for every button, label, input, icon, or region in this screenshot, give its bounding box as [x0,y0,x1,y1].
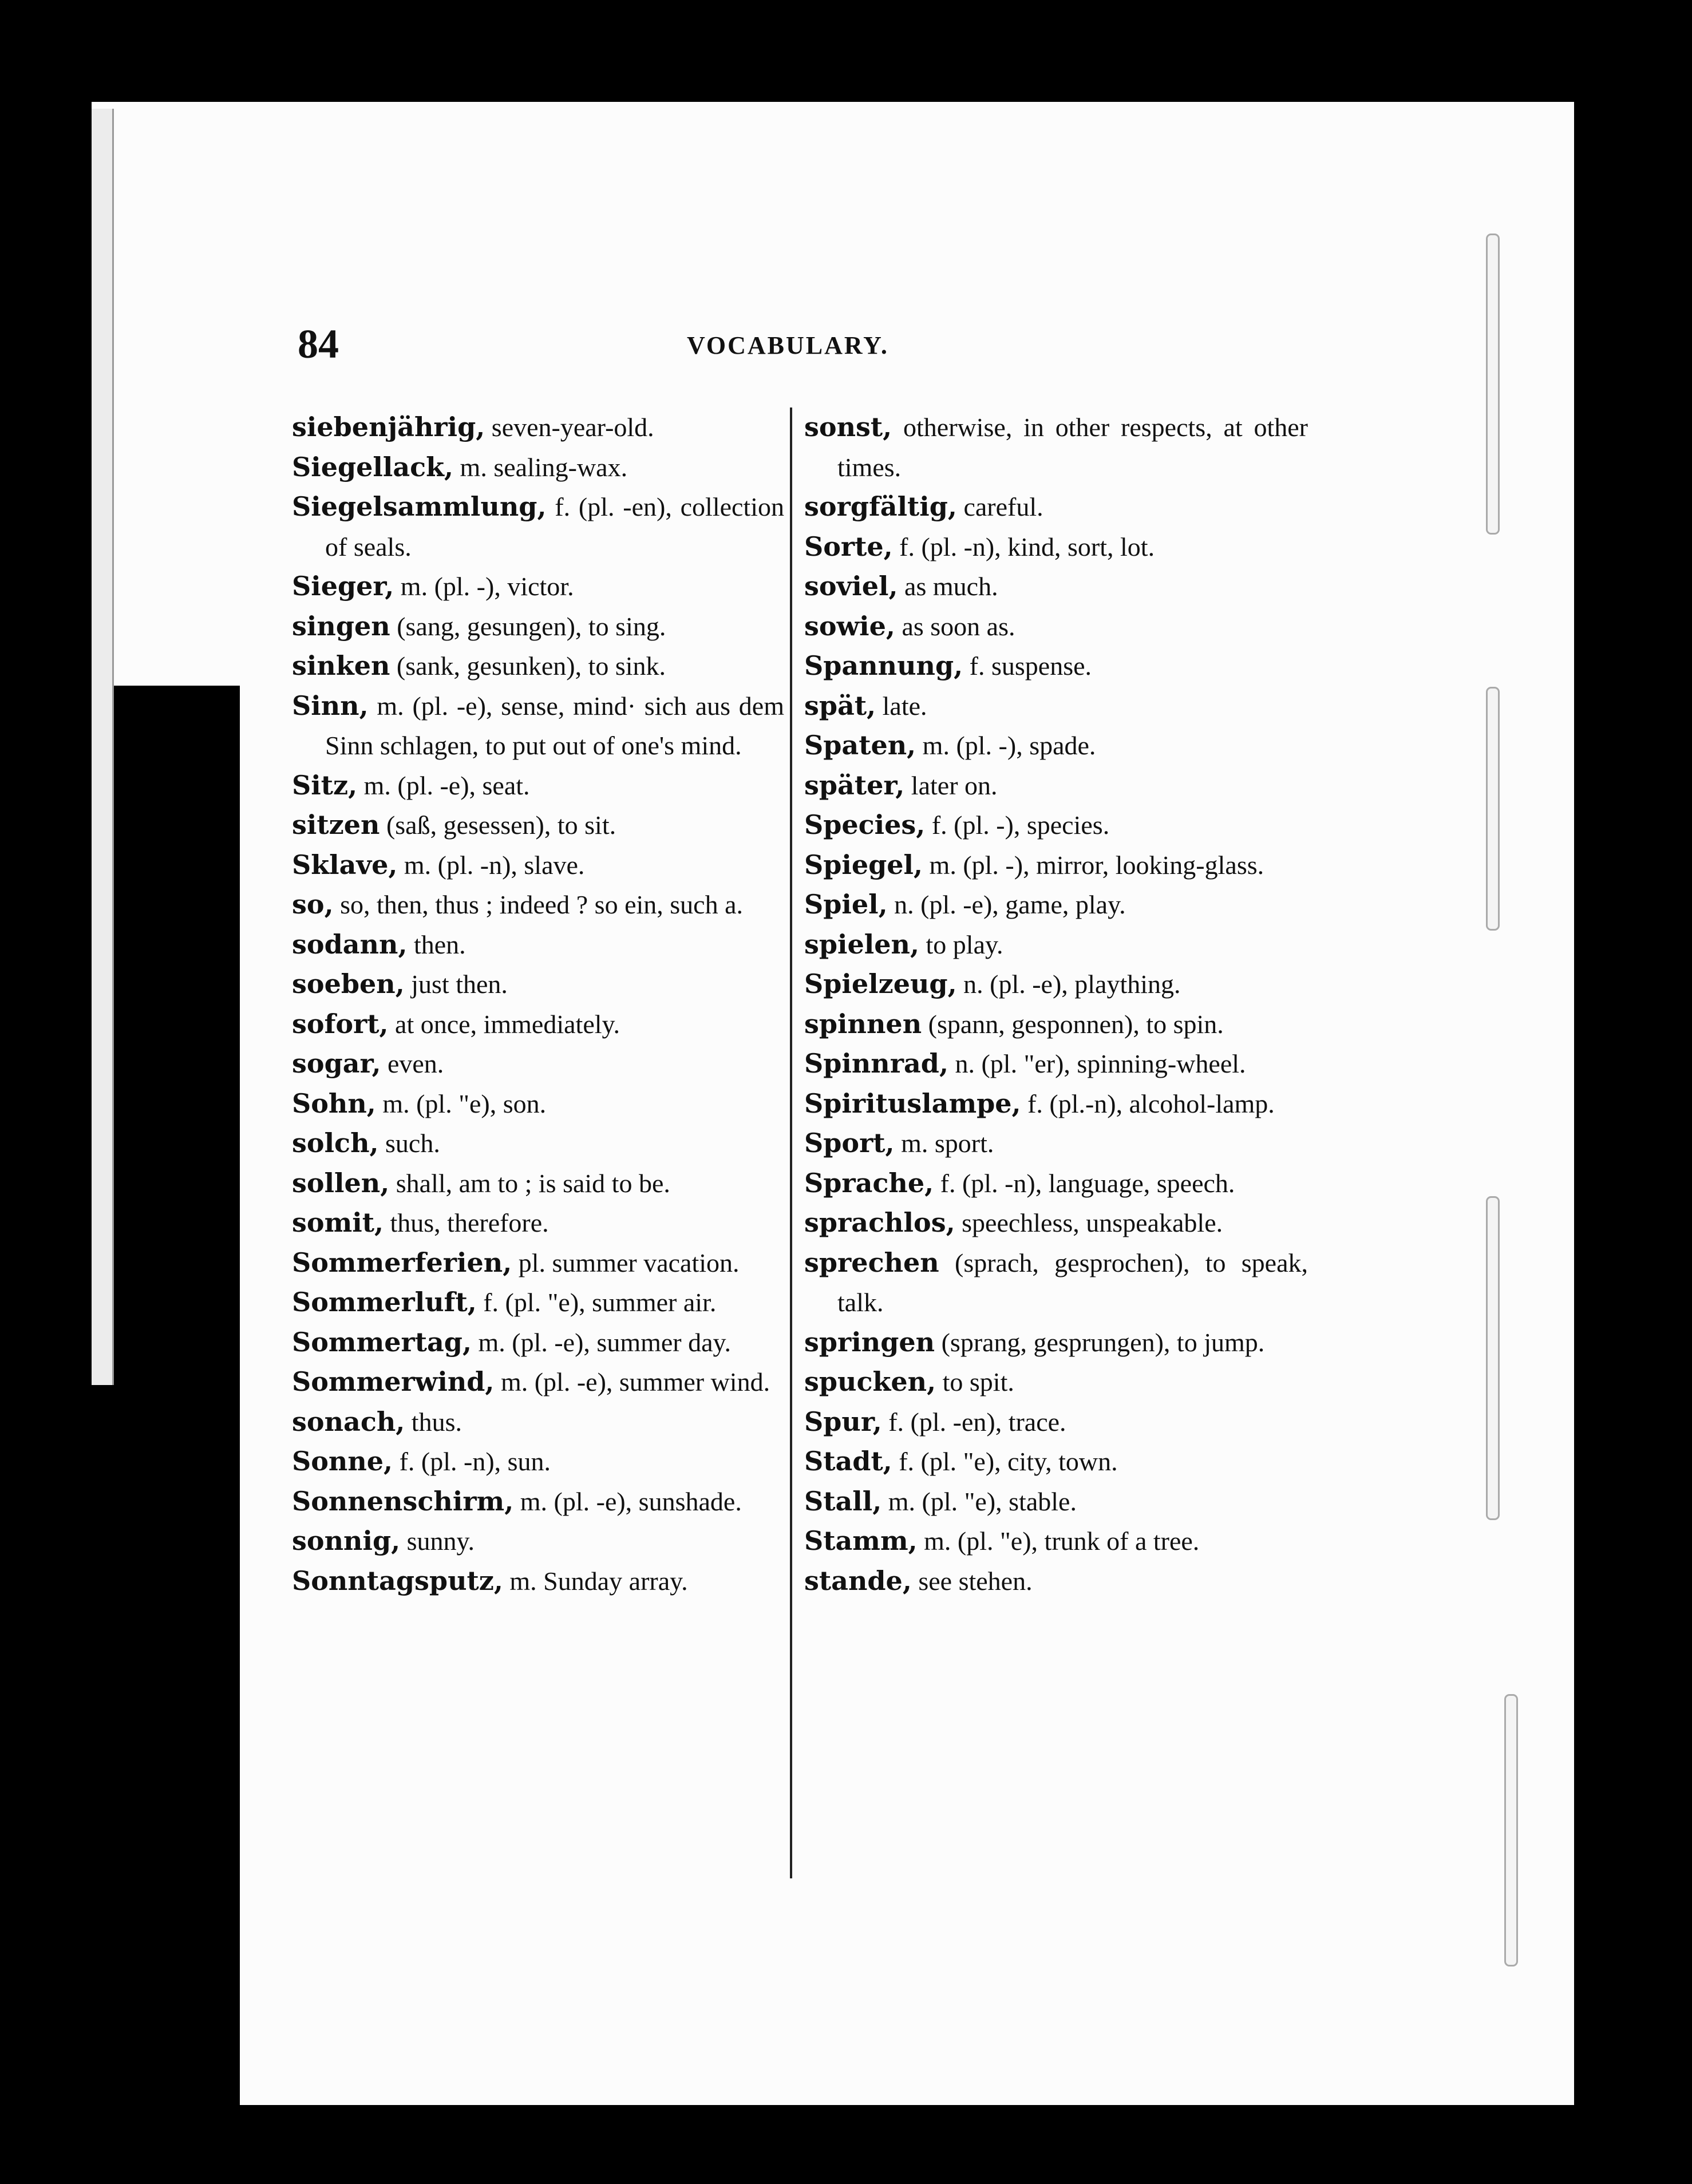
entry-definition: f. (pl. -n), kind, sort, lot. [899,532,1155,561]
vocabulary-entry [804,1402,1308,1442]
vocabulary-entry [292,407,784,448]
entry-headword: Spaten, [804,730,916,761]
entry-headword: sogar, [292,1048,381,1079]
page-header [298,321,889,372]
entry-definition: thus. [411,1407,462,1437]
entry-definition: f. (pl. -en), trace. [888,1407,1066,1437]
entry-headword: Spinnrad, [804,1048,948,1079]
entry-headword: sofort, [292,1008,389,1039]
column-divider [790,407,792,1878]
entry-headword: Sklave, [292,849,398,880]
running-head: VOCABULARY. [687,331,889,359]
entry-headword: Sport, [804,1127,895,1158]
entry-definition: m. (pl. -e), sunshade. [520,1486,742,1516]
entry-definition: even. [387,1049,444,1078]
entry-headword: Spiegel, [804,849,923,880]
entry-headword: spielen, [804,928,920,960]
vocabulary-entry [292,1044,784,1084]
vocabulary-entry [804,1362,1308,1402]
vocabulary-entry [804,527,1308,567]
entry-headword: Spiel, [804,889,888,920]
binding-stitch [1486,234,1500,535]
entry-definition: thus, therefore. [390,1208,549,1237]
entry-definition: f. (pl. "e), summer air. [483,1288,717,1317]
entry-definition: f. (pl. -n), language, speech. [940,1168,1235,1198]
vocabulary-column-right [804,407,1308,1601]
entry-headword: Spielzeug, [804,968,957,999]
entry-headword: singen [292,610,390,642]
entry-headword: spät, [804,690,876,721]
vocabulary-entry [804,1521,1308,1561]
entry-headword: sprechen [804,1247,939,1278]
entry-definition: m. (pl. -), victor. [400,572,574,601]
vocabulary-entry [804,726,1308,766]
page-number: 84 [298,321,339,367]
entry-headword: sitzen [292,809,380,840]
entry-headword: Species, [804,809,926,840]
vocabulary-entry [292,686,784,766]
entry-definition: m. (pl. -e), summer wind. [500,1367,770,1396]
vocabulary-entry [292,964,784,1004]
entry-headword: sollen, [292,1167,390,1198]
entry-definition: m. (pl. -), mirror, looking-glass. [929,850,1264,880]
entry-headword: Sommertag, [292,1326,472,1358]
entry-definition: f. (pl. "e), city, town. [899,1447,1118,1476]
binding-edge [92,109,114,1385]
entry-definition: m. (pl. "e), son. [382,1089,547,1118]
entry-definition: m. (pl. -n), slave. [404,850,585,880]
vocabulary-entry [292,766,784,806]
vocabulary-entry [292,1164,784,1204]
entry-definition: to play. [926,929,1003,959]
entry-headword: spucken, [804,1366,936,1397]
entry-definition: at once, immediately. [395,1009,620,1039]
entry-definition: f. (pl.-n), alcohol-lamp. [1027,1089,1275,1118]
entry-definition: n. (pl. -e), game, play. [894,890,1126,919]
entry-headword: spinnen [804,1008,922,1039]
entry-headword: soeben, [292,968,405,999]
entry-definition: seven-year-old. [491,413,654,442]
vocabulary-entry [804,1084,1308,1124]
entry-definition: (sank, gesunken), to sink. [396,651,666,680]
entry-definition: f. suspense. [969,651,1092,680]
entry-definition: m. Sunday array. [509,1566,688,1596]
entry-definition: m. sealing-wax. [460,452,628,482]
entry-headword: später, [804,769,905,801]
entry-definition: (sprang, gesprungen), to jump. [941,1327,1265,1357]
entry-headword: Stall, [804,1485,882,1517]
vocabulary-entry [804,1323,1308,1363]
entry-headword: sonnig, [292,1525,401,1556]
entry-headword: Sinn, [292,690,369,721]
entry-definition: (sang, gesungen), to sing. [397,611,666,641]
vocabulary-entry [804,1203,1308,1243]
vocabulary-entry [804,487,1308,527]
vocabulary-entry [804,805,1308,845]
vocabulary-entry [292,1482,784,1522]
entry-headword: Sieger, [292,571,394,602]
entry-headword: Sommerferien, [292,1247,512,1278]
entry-headword: stande, [804,1565,912,1596]
vocabulary-entry [292,567,784,607]
entry-headword: Sohn, [292,1087,376,1119]
vocabulary-entry [292,1004,784,1044]
entry-definition: see stehen. [918,1566,1033,1596]
entry-definition: just then. [411,970,508,999]
vocabulary-entry [292,487,784,567]
entry-headword: sonach, [292,1406,405,1437]
vocabulary-entry [804,1004,1308,1044]
vocabulary-entry [292,845,784,885]
vocabulary-entry [804,766,1308,806]
entry-headword: somit, [292,1207,384,1238]
entry-headword: Siegelsammlung, [292,491,547,522]
vocabulary-column-left [292,407,784,1601]
entry-headword: sowie, [804,610,895,642]
entry-definition: m. (pl. -e), summer day. [478,1327,732,1357]
entry-headword: soviel, [804,571,898,602]
vocabulary-entry [292,1561,784,1601]
vocabulary-entry [804,925,1308,965]
entry-definition: m. (pl. -e), seat. [363,770,530,800]
vocabulary-entry [292,1123,784,1164]
vocabulary-entry [804,845,1308,885]
entry-definition: later on. [911,770,998,800]
vocabulary-entry [804,1243,1308,1323]
entry-headword: Sitz, [292,769,358,801]
binding-stitch [1504,1694,1518,1967]
vocabulary-entry [292,1402,784,1442]
entry-definition: so, then, thus ; indeed ? so ein, such a. [340,890,744,919]
entry-definition: to spit. [942,1367,1014,1396]
entry-headword: sorgfältig, [804,491,957,522]
entry-definition: as much. [904,572,998,601]
entry-headword: Sprache, [804,1167,934,1198]
entry-definition: m. (pl. -), spade. [922,731,1096,760]
entry-headword: sodann, [292,928,408,960]
entry-headword: Spannung, [804,650,963,681]
vocabulary-entry [292,448,784,488]
entry-headword: springen [804,1326,935,1358]
vocabulary-entry [804,686,1308,726]
vocabulary-entry [804,1442,1308,1482]
vocabulary-entry [804,607,1308,647]
entry-definition: (spann, gesponnen), to spin. [928,1009,1224,1039]
entry-headword: Spur, [804,1406,882,1437]
entry-definition: then. [413,929,466,959]
vocabulary-entry [804,964,1308,1004]
entry-headword: solch, [292,1127,379,1158]
entry-definition: f. (pl. -n), sun. [399,1447,551,1476]
vocabulary-entry [292,925,784,965]
binding-stitch [1486,1196,1500,1520]
vocabulary-entry [292,1283,784,1323]
entry-definition: late. [882,691,927,721]
entry-headword: so, [292,889,334,920]
vocabulary-entry [804,407,1308,487]
entry-headword: Stamm, [804,1525,918,1556]
vocabulary-entry [292,1521,784,1561]
entry-definition: such. [385,1129,440,1158]
entry-headword: Sonne, [292,1446,393,1477]
binding-stitch [1486,687,1500,931]
entry-definition: m. (pl. "e), trunk of a tree. [924,1526,1200,1556]
entry-definition: sunny. [406,1526,475,1556]
vocabulary-entry [804,885,1308,925]
entry-headword: siebenjährig, [292,412,485,442]
entry-definition: f. (pl. -), species. [931,810,1110,840]
vocabulary-entry [804,1561,1308,1601]
vocabulary-entry [292,1442,784,1482]
vocabulary-entry [292,1243,784,1283]
entry-headword: Sonnenschirm, [292,1485,514,1517]
entry-definition: pl. summer vacation. [518,1248,740,1277]
vocabulary-entry [292,1203,784,1243]
entry-definition: (sprach, gesprochen), to speak, talk. [837,1248,1308,1317]
entry-headword: Sorte, [804,531,893,562]
entry-definition: careful. [963,492,1043,521]
entry-definition: as soon as. [902,611,1015,641]
entry-headword: sinken [292,650,390,681]
vocabulary-entry [292,1323,784,1363]
entry-headword: Sommerluft, [292,1287,477,1317]
vocabulary-entry [804,1044,1308,1084]
vocabulary-entry [292,646,784,686]
entry-definition: otherwise, in other respects, at other times. [837,413,1308,482]
entry-headword: Sommerwind, [292,1366,495,1397]
entry-headword: Stadt, [804,1446,892,1477]
entry-definition: speechless, unspeakable. [962,1208,1223,1237]
vocabulary-entry [804,1123,1308,1164]
entry-definition: m. sport. [901,1129,994,1158]
entry-definition: shall, am to ; is said to be. [396,1168,670,1198]
entry-definition: (saß, gesessen), to sit. [386,810,616,840]
vocabulary-entry [292,1362,784,1402]
vocabulary-entry [292,1084,784,1124]
vocabulary-entry [292,805,784,845]
entry-headword: Sonntagsputz, [292,1565,503,1596]
entry-definition: f. (pl. -en), collection of seals. [325,492,784,561]
vocabulary-entry [804,1482,1308,1522]
vocabulary-entry [804,646,1308,686]
entry-headword: sprachlos, [804,1207,955,1238]
vocabulary-entry [292,885,784,925]
entry-definition: m. (pl. "e), stable. [888,1486,1077,1516]
vocabulary-entry [804,1164,1308,1204]
entry-definition: n. (pl. "er), spinning-wheel. [955,1049,1246,1078]
entry-headword: Spirituslampe, [804,1087,1021,1119]
entry-headword: sonst, [804,412,892,442]
entry-definition: n. (pl. -e), plaything. [963,970,1181,999]
vocabulary-entry [292,607,784,647]
vocabulary-entry [804,567,1308,607]
entry-headword: Siegellack, [292,451,454,482]
entry-definition: m. (pl. -e), sense, mind· sich aus dem Sinn schlagen, to put out of one's mind. [325,691,785,760]
